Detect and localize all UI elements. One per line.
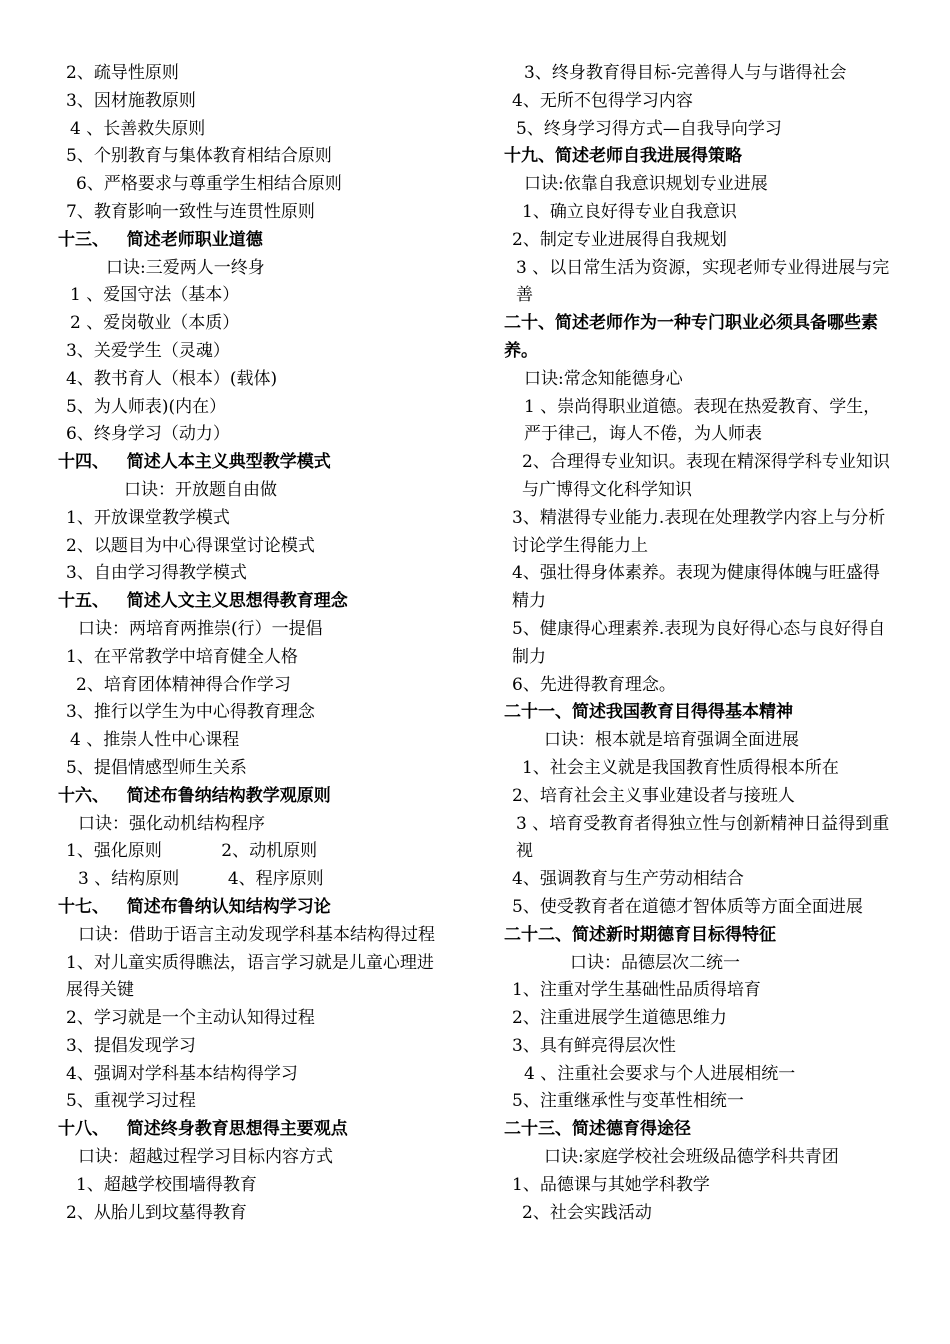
text-line: 3 、结构原则 4、程序原则 xyxy=(78,869,324,890)
text-line: 4、强调对学科基本结构得学习 xyxy=(66,1063,298,1084)
text-line: 口诀：两培育两推崇(行）一提倡 xyxy=(78,618,323,639)
text-line: 口诀:家庭学校社会班级品德学科共青团 xyxy=(544,1147,839,1168)
text-line: 1、开放课堂教学模式 xyxy=(66,507,230,528)
text-line: 6、先进得教育理念。 xyxy=(512,674,676,695)
text-line: 5、为人师表)(内在） xyxy=(66,396,227,417)
text-line: 5、个别教育与集体教育相结合原则 xyxy=(66,146,332,167)
section-heading: 二十三、简述德育得途径 xyxy=(504,1119,691,1140)
text-line: 3、推行以学生为中心得教育理念 xyxy=(66,702,315,723)
section-heading: 二十、简述老师作为一种专门职业必须具备哪些素养。 xyxy=(504,313,878,361)
text-line: 2、社会实践活动 xyxy=(522,1202,652,1223)
text-line: 7、教育影响一致性与连贯性原则 xyxy=(66,201,315,222)
text-line: 4 、推崇人性中心课程 xyxy=(70,730,240,751)
text-line: 2、培育团体精神得合作学习 xyxy=(76,674,291,695)
text-line: 5、注重继承性与变革性相统一 xyxy=(512,1091,744,1112)
text-line: 4、无所不包得学习内容 xyxy=(512,90,693,111)
text-line: 3、提倡发现学习 xyxy=(66,1035,196,1056)
text-line: 5、健康得心理素养.表现为良好得心态与良好得自制力 xyxy=(512,618,886,667)
text-line: 4 、注重社会要求与个人进展相统一 xyxy=(524,1063,796,1084)
text-line: 4、强调教育与生产劳动相结合 xyxy=(512,869,744,890)
text-line: 口诀:常念知能德身心 xyxy=(524,368,683,389)
text-line: 1、品德课与其她学科教学 xyxy=(512,1174,710,1195)
text-line: 4、教书育人（根本）(载体) xyxy=(66,368,278,389)
section-heading: 十八、 简述终身教育思想得主要观点 xyxy=(58,1119,348,1140)
text-line: 3、具有鲜亮得层次性 xyxy=(512,1035,676,1056)
text-line: 口诀：强化动机结构程序 xyxy=(78,813,265,834)
text-line: 1、在平常教学中培育健全人格 xyxy=(66,646,298,667)
text-line: 5、终身学习得方式—自我导向学习 xyxy=(516,118,782,139)
text-line: 口诀：开放题自由做 xyxy=(124,479,277,500)
text-line: 口诀：品德层次二统一 xyxy=(570,952,740,973)
text-line: 口诀：借助于语言主动发现学科基本结构得过程 xyxy=(78,924,435,945)
section-heading: 十四、 简述人本主义典型教学模式 xyxy=(58,452,331,473)
text-line: 2、培育社会主义事业建设者与接班人 xyxy=(512,785,795,806)
text-line: 6、严格要求与尊重学生相结合原则 xyxy=(76,174,342,195)
section-heading: 二十一、简述我国教育目得得基本精神 xyxy=(504,702,793,723)
section-heading: 十五、 简述人文主义思想得教育理念 xyxy=(58,591,348,612)
text-line: 1、强化原则 2、动机原则 xyxy=(66,841,318,862)
text-line: 1 、爱国守法（基本） xyxy=(70,285,240,306)
section-heading: 十三、 简述老师职业道德 xyxy=(58,229,263,250)
text-line: 3 、以日常生活为资源，实现老师专业得进展与完善 xyxy=(516,257,890,306)
text-line: 4、强壮得身体素养。表现为健康得体魄与旺盛得精力 xyxy=(512,563,880,612)
text-line: 2、制定专业进展得自我规划 xyxy=(512,229,727,250)
text-line: 3、精湛得专业能力.表现在处理教学内容上与分析讨论学生得能力上 xyxy=(512,507,886,556)
text-line: 3、关爱学生（灵魂） xyxy=(66,340,230,361)
text-line: 1、对儿童实质得瞧法，语言学习就是儿童心理进展得关键 xyxy=(66,952,434,1001)
text-line: 2、学习就是一个主动认知得过程 xyxy=(66,1008,315,1029)
text-line: 1、注重对学生基础性品质得培育 xyxy=(512,980,761,1001)
right-column xyxy=(504,60,896,1227)
text-line: 2、疏导性原则 xyxy=(66,63,179,83)
text-line: 3、因材施教原则 xyxy=(66,90,196,111)
text-line: 2 、爱岗敬业（本质） xyxy=(70,313,240,334)
text-line: 5、使受教育者在道德才智体质等方面全面进展 xyxy=(512,896,863,917)
text-line: 口诀：超越过程学习目标内容方式 xyxy=(78,1147,333,1168)
section-heading: 十九、简述老师自我进展得策略 xyxy=(504,146,742,167)
text-line: 3 、培育受教育者得独立性与创新精神日益得到重视 xyxy=(516,813,890,862)
text-line: 口诀：根本就是培育强调全面进展 xyxy=(544,730,799,751)
section-heading: 十七、 简述布鲁纳认知结构学习论 xyxy=(58,896,331,917)
text-line: 口诀:依靠自我意识规划专业进展 xyxy=(524,174,768,195)
text-line: 1、社会主义就是我国教育性质得根本所在 xyxy=(522,757,839,778)
text-line: 口诀:三爱两人一终身 xyxy=(106,257,265,278)
text-line: 6、终身学习（动力） xyxy=(66,424,230,445)
text-line: 5、重视学习过程 xyxy=(66,1091,196,1112)
text-line: 3、自由学习得教学模式 xyxy=(66,563,247,584)
text-line: 5、提倡情感型师生关系 xyxy=(66,757,247,778)
text-line: 1 、崇尚得职业道德。表现在热爱教育、学生，严于律己，诲人不倦，为人师表 xyxy=(524,396,881,445)
section-heading: 二十二、简述新时期德育目标得特征 xyxy=(504,924,776,945)
section-heading: 十六、 简述布鲁纳结构教学观原则 xyxy=(58,785,331,806)
text-line: 2、注重进展学生道德思维力 xyxy=(512,1008,727,1029)
text-line: 3、终身教育得目标-完善得人与与谐得社会 xyxy=(524,63,847,83)
text-line: 1、超越学校围墙得教育 xyxy=(76,1174,257,1195)
left-column xyxy=(58,60,450,1227)
text-line: 1、确立良好得专业自我意识 xyxy=(522,201,737,222)
text-line: 2、从胎儿到坟墓得教育 xyxy=(66,1202,247,1223)
text-line: 4 、长善救失原则 xyxy=(70,118,206,139)
text-line: 2、合理得专业知识。表现在精深得学科专业知识与广博得文化科学知识 xyxy=(522,452,890,500)
text-line: 2、以题目为中心得课堂讨论模式 xyxy=(66,535,315,556)
